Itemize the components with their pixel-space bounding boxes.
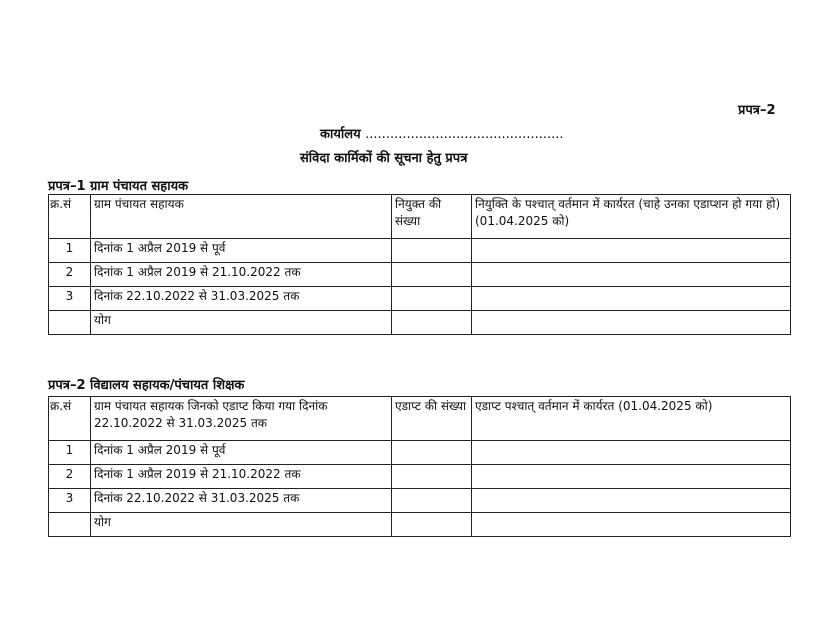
section1-title: प्रपत्र–1 ग्राम पंचायत सहायक — [48, 179, 189, 194]
header-category: ग्राम पंचायत सहायक जिनको एडाप्ट किया गया दिनांक 22.10.2022 से 31.03.2025 तक — [91, 397, 392, 441]
section2-title: प्रपत्र–2 विद्यालय सहायक/पंचायत शिक्षक — [48, 378, 245, 393]
table-row — [49, 489, 791, 513]
header-count: नियुक्त की संख्या — [392, 195, 472, 239]
row-serial: 2 — [49, 263, 91, 287]
working-cell[interactable] — [472, 287, 791, 311]
row-serial: 1 — [49, 239, 91, 263]
count-cell[interactable] — [392, 311, 472, 335]
form-number-label: प्रपत्र–2 — [738, 103, 776, 118]
count-cell[interactable] — [392, 263, 472, 287]
working-cell[interactable] — [472, 239, 791, 263]
row-label: दिनांक 1 अप्रैल 2019 से 21.10.2022 तक — [91, 465, 392, 489]
row-label: दिनांक 22.10.2022 से 31.03.2025 तक — [91, 287, 392, 311]
count-cell[interactable] — [392, 465, 472, 489]
office-label: कार्यालय — [320, 127, 361, 142]
row-label: दिनांक 1 अप्रैल 2019 से पूर्व — [91, 441, 392, 465]
row-serial: 1 — [49, 441, 91, 465]
row-serial — [49, 513, 91, 537]
header-count: एडाप्ट की संख्या — [392, 397, 472, 441]
table-row — [49, 441, 791, 465]
working-cell[interactable] — [472, 263, 791, 287]
row-serial — [49, 311, 91, 335]
row-label: दिनांक 1 अप्रैल 2019 से पूर्व — [91, 239, 392, 263]
total-row — [49, 513, 791, 537]
row-label: दिनांक 22.10.2022 से 31.03.2025 तक — [91, 489, 392, 513]
header-currently-working: नियुक्ति के पश्चात् वर्तमान में कार्यरत (चाहे उनका एडाप्शन हो गया हो) (01.04.2025 को) — [472, 195, 791, 239]
count-cell[interactable] — [392, 513, 472, 537]
working-cell[interactable] — [472, 441, 791, 465]
table-row — [49, 465, 791, 489]
count-cell[interactable] — [392, 287, 472, 311]
row-serial: 2 — [49, 465, 91, 489]
table-header-row — [49, 195, 791, 239]
table-row — [49, 263, 791, 287]
working-cell[interactable] — [472, 465, 791, 489]
working-cell[interactable] — [472, 513, 791, 537]
header-serial: क्र.सं — [49, 397, 91, 441]
page-title: संविदा कार्मिकों की सूचना हेतु प्रपत्र — [300, 151, 468, 166]
table-row — [49, 239, 791, 263]
header-category: ग्राम पंचायत सहायक — [91, 195, 392, 239]
header-serial: क्र.सं — [49, 195, 91, 239]
table-header-row — [49, 397, 791, 441]
total-label: योग — [91, 311, 392, 335]
row-serial: 3 — [49, 287, 91, 311]
section2-table — [48, 396, 791, 537]
section1-table — [48, 194, 791, 335]
office-line — [320, 124, 564, 142]
count-cell[interactable] — [392, 441, 472, 465]
row-serial: 3 — [49, 489, 91, 513]
working-cell[interactable] — [472, 489, 791, 513]
table-row — [49, 287, 791, 311]
count-cell[interactable] — [392, 239, 472, 263]
total-row — [49, 311, 791, 335]
header-currently-working: एडाप्ट पश्चात् वर्तमान में कार्यरत (01.04.2025 को) — [472, 397, 791, 441]
office-name-blank[interactable]: ................................................ — [365, 127, 564, 142]
total-label: योग — [91, 513, 392, 537]
working-cell[interactable] — [472, 311, 791, 335]
row-label: दिनांक 1 अप्रैल 2019 से 21.10.2022 तक — [91, 263, 392, 287]
count-cell[interactable] — [392, 489, 472, 513]
